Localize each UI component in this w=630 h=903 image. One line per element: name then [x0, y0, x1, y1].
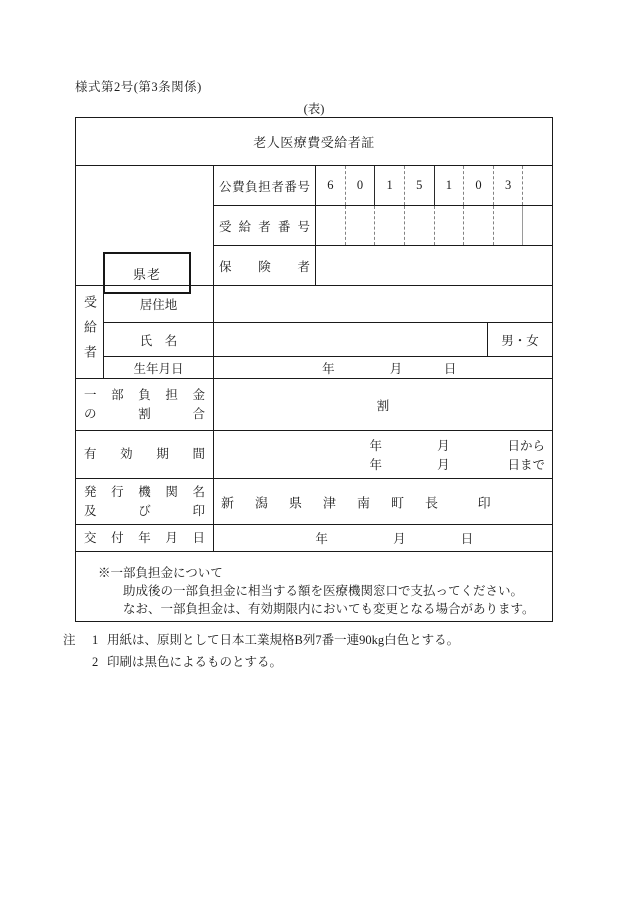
recipient-number-label-cell: [214, 206, 316, 245]
birthdate-day-placeholder: 日: [443, 361, 457, 376]
footnote-line: [63, 629, 459, 651]
copay-rate-label-cell: [76, 379, 214, 430]
certificate-title-row: [76, 118, 552, 166]
digit-cell: [374, 206, 404, 245]
note-line: 助成後の一部負担金に相当する額を医療機関窓口で支払ってください。: [123, 584, 524, 598]
footnote-number: 1: [92, 633, 99, 647]
digit-cell: [404, 206, 434, 245]
note-heading: ※一部負担金について: [98, 566, 223, 580]
footnote-prefix-spacer: [63, 651, 92, 673]
valid-period-value-cell: [214, 431, 552, 478]
digit-cell: [493, 206, 523, 245]
note-section: [76, 552, 552, 623]
digit-cell: 1: [434, 166, 464, 205]
birthdate-row: [104, 357, 552, 378]
valid-from-day: 日から: [507, 438, 545, 453]
note-line: なお、一部負担金は、有効期限内においても変更となる場合があります。: [123, 602, 535, 616]
recipient-section: [76, 286, 552, 379]
form-number: 様式第2号(第3条関係): [75, 80, 202, 94]
recipient-number-digits: [316, 206, 552, 245]
issue-date-label: 交付年月日: [84, 530, 205, 545]
recipient-vertical-label-cell: [76, 286, 104, 378]
digit-cell: 1: [374, 166, 404, 205]
issue-date-day-placeholder: 日: [460, 532, 474, 546]
copay-rate-value-cell: 割: [376, 398, 390, 413]
payer-number-row: [214, 166, 552, 206]
stamp-label: 県老: [132, 266, 161, 282]
issuer-value-cell: [214, 479, 552, 524]
insurer-label: 保険者: [219, 259, 310, 274]
birthdate-year-placeholder: 年: [322, 361, 335, 376]
digit-cell: 5: [404, 166, 434, 205]
issuer-seal-mark: 印: [477, 495, 491, 510]
insurer-value-cell: [316, 246, 552, 285]
valid-to-year: 年: [369, 457, 382, 472]
footnote-number: 2: [92, 655, 99, 669]
digit-cell: 3: [493, 166, 523, 205]
digit-cell: 6: [327, 178, 334, 192]
payer-number-digits: [316, 166, 552, 205]
insurer-row: [214, 246, 552, 285]
digit-cell: [463, 206, 493, 245]
digit-cell: [434, 206, 464, 245]
issuer-label-line1: 発行機関名: [84, 484, 205, 499]
valid-period-lines: [214, 431, 552, 478]
recipient-vertical-label: 受給者: [82, 294, 97, 370]
issue-date-value-cell: [214, 525, 552, 551]
recipient-number-label: 受給者番号: [219, 219, 310, 234]
digit-cell: [345, 206, 375, 245]
birthdate-month-placeholder: 月: [389, 361, 403, 376]
valid-period-to: [214, 455, 552, 474]
issuer-label-line2: 及び印: [84, 503, 205, 518]
payer-number-label: 公費負担者番号: [219, 179, 310, 194]
footnote-prefix: 注: [63, 633, 76, 647]
recipient-number-row: [214, 206, 552, 246]
footnotes: [63, 629, 459, 673]
certificate-title: 老人医療費受給者証: [253, 135, 375, 150]
birthdate-label: 生年月日: [104, 357, 214, 378]
footnote-line: [63, 651, 459, 673]
copay-rate-row: [76, 379, 552, 431]
issue-date-label-cell: [76, 525, 214, 551]
valid-period-label: 有効期間: [84, 447, 205, 461]
copay-rate-label-line2: の割合: [84, 406, 205, 421]
digit-cell: 0: [463, 166, 493, 205]
valid-period-label-cell: [76, 431, 214, 478]
payer-number-label-cell: [214, 166, 316, 205]
valid-from-year: 年: [369, 438, 382, 453]
face-label: (表): [303, 102, 325, 116]
name-row: [104, 323, 552, 357]
residence-value-cell: [214, 286, 552, 322]
valid-to-month: 月: [437, 457, 450, 472]
valid-period-from: [214, 436, 552, 455]
footnote-text: 用紙は、原則として日本工業規格B列7番一連90kg白色とする。: [107, 633, 460, 647]
note-lines: [123, 582, 542, 618]
issuer-name: 新潟県津南町長: [221, 495, 460, 510]
issue-date-month-placeholder: 月: [393, 532, 406, 546]
valid-from-month: 月: [437, 438, 450, 453]
issuer-label-cell: [76, 479, 214, 524]
issue-date-year-placeholder: 年: [315, 532, 328, 546]
digit-cell: [522, 206, 552, 245]
stamp-cell: [76, 166, 214, 285]
insurer-label-cell: [214, 246, 316, 285]
sex-cell: 男・女: [487, 323, 552, 356]
footnote-text: 印刷は黒色によるものとする。: [107, 655, 283, 669]
issue-date-row: [76, 525, 552, 552]
residence-label: 居住地: [104, 286, 214, 322]
valid-to-day: 日まで: [507, 457, 545, 472]
valid-period-row: [76, 431, 552, 479]
birthdate-value-cell: [214, 357, 552, 378]
digit-cell: [522, 166, 552, 205]
name-value-cell: [214, 323, 487, 356]
issuer-row: [76, 479, 552, 525]
name-label: 氏 名: [104, 323, 214, 356]
digit-cell: [316, 206, 345, 245]
residence-row: [104, 286, 552, 323]
digit-cell: 0: [345, 166, 375, 205]
number-section: [76, 166, 552, 286]
certificate-table: [75, 117, 553, 622]
recipient-rows: [104, 286, 552, 378]
copay-rate-label-line1: 一部負担金: [84, 387, 205, 402]
number-rows: [214, 166, 552, 285]
